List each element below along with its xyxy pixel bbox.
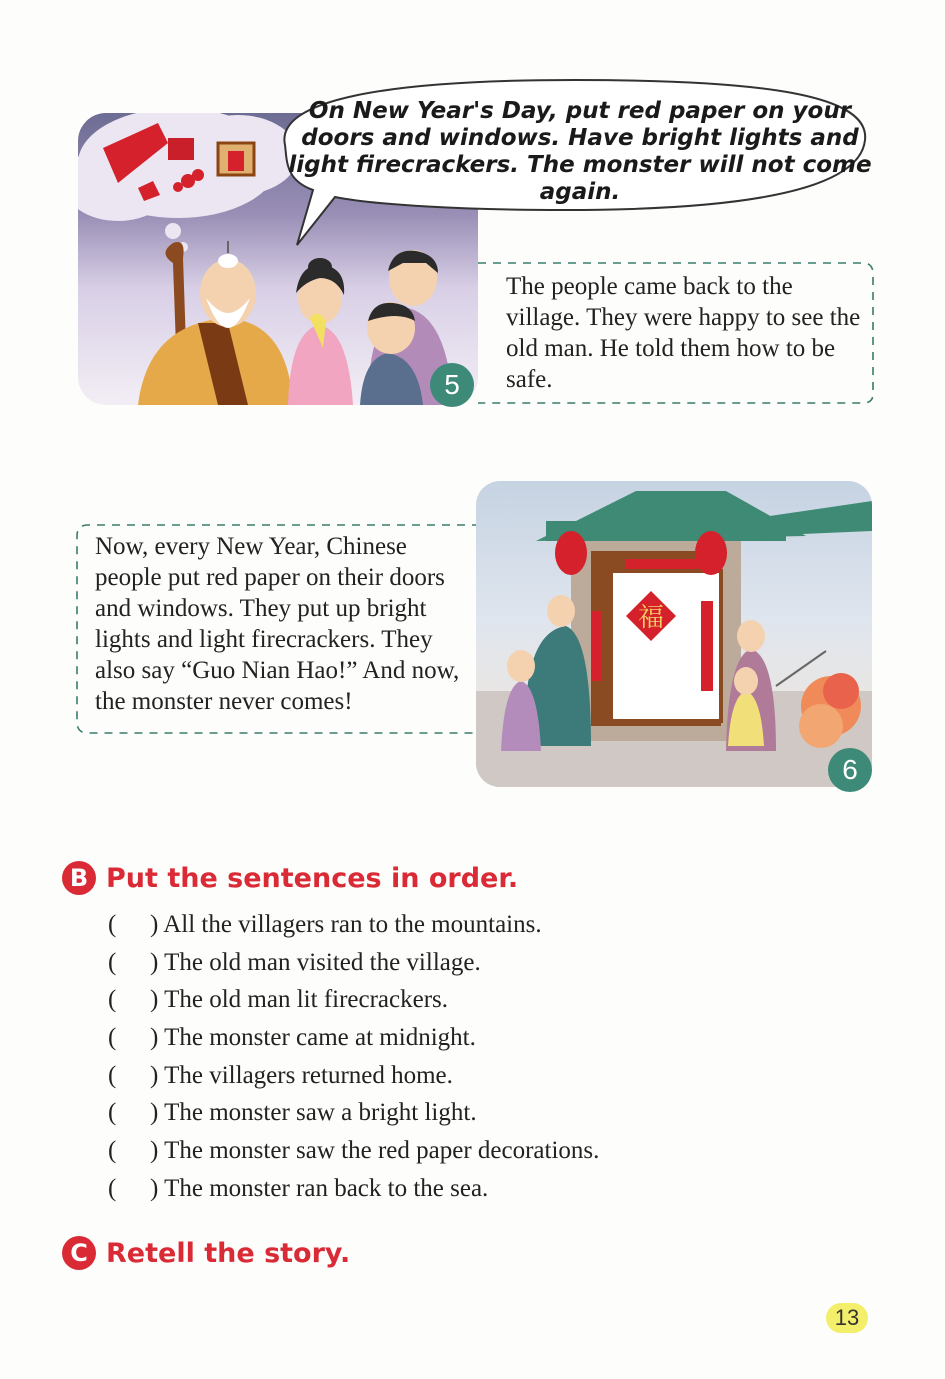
speech-bubble-text: On New Year's Day, put red paper on your doors and windows. Have bright lights and light firecrackers. The monster will not come again.	[288, 98, 872, 205]
order-item: ( ) The villagers returned home.	[108, 1061, 453, 1089]
order-item: ( ) The old man visited the village.	[108, 948, 481, 976]
panel-5-text-box	[478, 262, 874, 404]
section-b-heading	[62, 861, 518, 895]
section-c-title: Retell the story.	[106, 1237, 351, 1269]
order-item: ( ) The old man lit firecrackers.	[108, 986, 449, 1014]
order-item: ( ) The monster came at midnight.	[108, 1024, 476, 1052]
section-b-letter-icon: B	[62, 861, 96, 895]
fu-character: 福	[637, 603, 665, 633]
sentence-order-list	[108, 906, 599, 1208]
page-number: 13	[826, 1303, 868, 1333]
old-man-figure	[138, 241, 293, 405]
panel-6-text: Now, every New Year, Chinese people put red paper on their doors and windows. They put up bright lights and light firecrackers. They also say “Guo Nian Hao!” And now, the monster never comes!	[95, 533, 460, 715]
new-year-gate-drawing	[476, 481, 872, 787]
order-item: ( ) All the villagers ran to the mountains.	[108, 911, 542, 938]
order-item: ( ) The monster saw the red paper decorations.	[108, 1137, 600, 1165]
order-item: ( ) The monster ran back to the sea.	[108, 1174, 489, 1202]
section-b-title: Put the sentences in order.	[106, 862, 519, 894]
panel-6-illustration	[476, 481, 872, 787]
order-item: ( ) The monster saw a bright light.	[108, 1099, 477, 1127]
woman-figure	[288, 258, 353, 405]
section-c-letter-icon: C	[62, 1236, 96, 1270]
panel-5-text: The people came back to the village. They were happy to see the old man. He told them how to be safe.	[506, 273, 861, 393]
panel-6-text-box	[76, 524, 480, 734]
panel-number-badge-5: 5	[430, 363, 474, 407]
section-c-heading	[62, 1236, 350, 1270]
panel-number-badge-6: 6	[828, 748, 872, 792]
